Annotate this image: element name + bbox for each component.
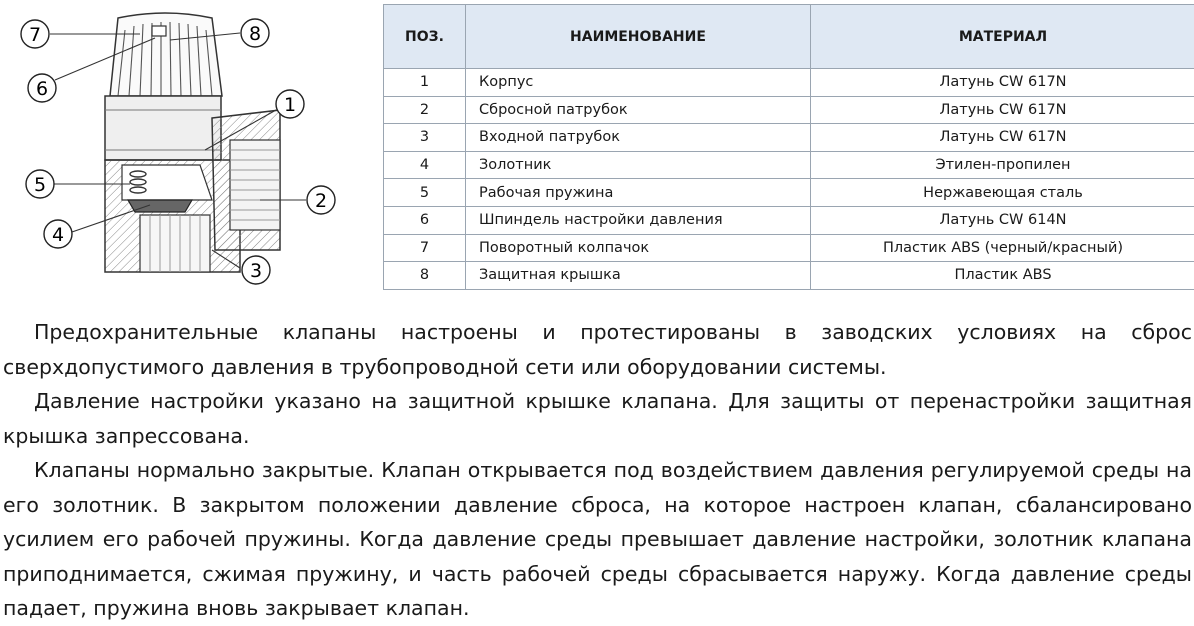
cell-material: Этилен-пропилен [811,151,1194,179]
callout-3 [242,256,270,284]
callout-5 [26,170,54,198]
paragraph: Давление настройки указано на защитной крышке клапана. Для защиты от перенастройки защитная крышка запрессована. [3,384,1192,453]
callout-8 [241,19,269,47]
cell-material: Латунь CW 617N [811,69,1194,97]
cell-name: Сбросной патрубок [466,96,811,124]
table-row [384,124,1194,152]
outlet [212,110,280,250]
cell-material: Пластик ABS [811,262,1194,290]
cell-material: Латунь CW 617N [811,124,1194,152]
cell-pos: 5 [384,179,466,207]
cell-material: Латунь CW 617N [811,96,1194,124]
cell-pos: 3 [384,124,466,152]
paragraph: Клапаны нормально закрытые. Клапан открывается под воздействием давления регулируемой среды на его золотник. В закрытом положении давление сброса, на которое настроен клапан, сбалансировано усилием его рабочей пружины. Когда давление среды превышает давление настройки, золотник клапана приподнимается, сжимая пружину, и часть рабочей среды сбрасывается наружу. Когда давление среды падает, пружина вновь закрывает клапан. [3,453,1192,626]
header-material: МАТЕРИАЛ [811,5,1194,69]
cell-name: Корпус [466,69,811,97]
cell-material: Латунь CW 614N [811,206,1194,234]
cell-name: Шпиндель настройки давления [466,206,811,234]
cell-name: Поворотный колпачок [466,234,811,262]
cell-pos: 6 [384,206,466,234]
cell-pos: 4 [384,151,466,179]
valve-section-diagram [0,0,380,295]
table-row [384,206,1194,234]
callout-6-label: 6 [36,78,48,100]
callout-4 [44,220,72,248]
callout-1 [276,90,304,118]
cell-material: Нержавеющая сталь [811,179,1194,207]
cell-pos: 7 [384,234,466,262]
table-header-row [384,5,1194,69]
cell-pos: 1 [384,69,466,97]
callout-1-label: 1 [284,94,296,116]
cell-pos: 2 [384,96,466,124]
header-name: НАИМЕНОВАНИЕ [466,5,811,69]
cell-pos: 8 [384,262,466,290]
callout-2-label: 2 [315,190,327,212]
cell-name: Входной патрубок [466,124,811,152]
callout-4-label: 4 [52,224,64,246]
cap [110,13,222,96]
parts-table [383,4,1194,290]
callout-7-label: 7 [29,24,41,46]
description-text [3,315,1192,626]
cell-material: Пластик ABS (черный/красный) [811,234,1194,262]
cell-name: Рабочая пружина [466,179,811,207]
callout-2 [307,186,335,214]
table-row [384,262,1194,290]
callout-3-label: 3 [250,260,262,282]
cell-name: Защитная крышка [466,262,811,290]
table-row [384,234,1194,262]
table-row [384,151,1194,179]
paragraph: Предохранительные клапаны настроены и протестированы в заводских условиях на сброс сверхдопустимого давления в трубопроводной сети или оборудовании системы. [3,315,1192,384]
callout-5-label: 5 [34,174,46,196]
table-row [384,96,1194,124]
callout-8-label: 8 [249,23,261,45]
callout-7 [21,20,49,48]
cell-name: Золотник [466,151,811,179]
table-row [384,69,1194,97]
table-row [384,179,1194,207]
header-pos: ПОЗ. [384,5,466,69]
callout-6 [28,74,56,102]
